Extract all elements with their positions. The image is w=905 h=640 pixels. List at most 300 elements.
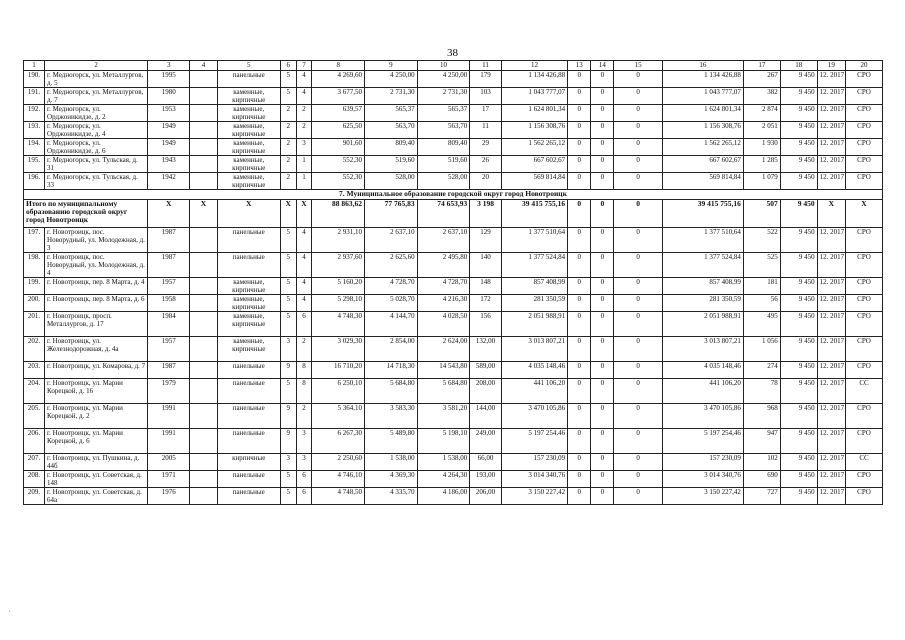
completion-date: 12. 2017 [817,139,845,156]
area-residential: 563,70 [417,122,470,139]
address: г. Новотроицк, ул. Советская, д. 148 [45,471,148,488]
column-header: 17 [743,61,780,71]
repair-method: СРО [846,122,883,139]
residents: 156 [470,312,502,337]
table-row [24,105,883,122]
cost-regional: 0 [591,156,614,173]
total-area: 639,57 [312,105,365,122]
limit-cost: 9 450 [780,173,817,190]
column-header: 16 [662,61,743,71]
cost-regional: 0 [591,362,614,379]
completion-date: 12. 2017 [817,228,845,253]
entrances: 3 [296,454,312,471]
cost-regional: 0 [591,122,614,139]
year-built: 1991 [148,404,190,429]
year-built: 1942 [148,173,190,190]
completion-date: 12. 2017 [817,122,845,139]
completion-date: 12. 2017 [817,105,845,122]
table-row [24,173,883,190]
residents: 208,00 [470,379,502,404]
area-premises: 4 728,70 [365,278,418,295]
repair-method: СРО [846,362,883,379]
repair-method: СС [846,379,883,404]
entrances: 1 [296,156,312,173]
cost-per-sqm: 382 [743,88,780,105]
area-residential: 4 216,30 [417,295,470,312]
column-header: 12 [501,61,567,71]
row-number: 191. [24,88,45,105]
limit-cost: 9 450 [780,253,817,278]
cost-regional: 0 [591,379,614,404]
area-residential: 4 728,70 [417,278,470,295]
col-4 [190,404,217,429]
completion-date: 12. 2017 [817,71,845,88]
year-built: 1987 [148,228,190,253]
residents: 148 [470,278,502,295]
table-row [24,404,883,429]
total-c4: X [190,200,217,228]
total-c12: 39 415 755,16 [501,200,567,228]
column-header: 2 [45,61,148,71]
cost-owners: 157 230,09 [662,454,743,471]
year-built: 1980 [148,88,190,105]
address: г. Медногорск, ул. Металлургов, д. 7 [45,88,148,105]
total-area: 4 748,30 [312,312,365,337]
floors: 5 [280,312,296,337]
col-4 [190,105,217,122]
wall-material: панельные [217,404,280,429]
total-c11: 3 198 [470,200,502,228]
area-premises: 4 369,30 [365,471,418,488]
total-area: 3 029,30 [312,337,365,362]
total-area: 6 267,30 [312,429,365,454]
total-area: 16 710,20 [312,362,365,379]
cost-owners: 2 051 988,91 [662,312,743,337]
cost-regional: 0 [591,488,614,505]
cost-federal: 0 [568,105,591,122]
repair-method: СРО [846,156,883,173]
table-row [24,471,883,488]
cost-federal: 0 [568,454,591,471]
residents: 29 [470,139,502,156]
table-row [24,337,883,362]
total-area: 901,60 [312,139,365,156]
address: г. Медногорск, ул. Тульская, д. 31 [45,156,148,173]
cost-per-sqm: 2 051 [743,122,780,139]
cost-regional: 0 [591,105,614,122]
year-built: 1943 [148,156,190,173]
cost-local: 0 [614,122,662,139]
repair-method: СРО [846,337,883,362]
cost-total: 857 408,99 [501,278,567,295]
area-premises: 5 684,80 [365,379,418,404]
total-c7: X [296,200,312,228]
total-area: 3 677,50 [312,88,365,105]
cost-regional: 0 [591,471,614,488]
year-built: 1953 [148,105,190,122]
area-premises: 809,40 [365,139,418,156]
row-number: 209. [24,488,45,505]
residents: 206,00 [470,488,502,505]
entrances: 4 [296,278,312,295]
cost-per-sqm: 267 [743,71,780,88]
cost-local: 0 [614,488,662,505]
column-header: 14 [591,61,614,71]
cost-total: 667 602,67 [501,156,567,173]
cost-federal: 0 [568,173,591,190]
cost-local: 0 [614,295,662,312]
table-row [24,139,883,156]
total-area: 552,30 [312,173,365,190]
entrances: 1 [296,173,312,190]
limit-cost: 9 450 [780,429,817,454]
address: г. Медногорск, ул. Орджоникидзе, д. 6 [45,139,148,156]
cost-federal: 0 [568,312,591,337]
col-4 [190,429,217,454]
row-number: 207. [24,454,45,471]
residents: 17 [470,105,502,122]
row-number: 198. [24,253,45,278]
cost-federal: 0 [568,253,591,278]
address: г. Новотроицк, просп. Металлургов, д. 17 [45,312,148,337]
cost-per-sqm: 78 [743,379,780,404]
residents: 249,00 [470,429,502,454]
residents: 144,00 [470,404,502,429]
cost-federal: 0 [568,295,591,312]
entrances: 2 [296,122,312,139]
col-4 [190,139,217,156]
cost-federal: 0 [568,228,591,253]
cost-per-sqm: 947 [743,429,780,454]
column-number-row [24,61,883,71]
address: г. Новотроицк, пер. 8 Марта, д. 4 [45,278,148,295]
year-built: 1984 [148,312,190,337]
table-row [24,122,883,139]
completion-date: 12. 2017 [817,471,845,488]
cost-owners: 1 156 308,76 [662,122,743,139]
entrances: 3 [296,429,312,454]
total-c17: 507 [743,200,780,228]
row-number: 208. [24,471,45,488]
cost-federal: 0 [568,471,591,488]
completion-date: 12. 2017 [817,173,845,190]
area-premises: 4 250,00 [365,71,418,88]
col-4 [190,122,217,139]
area-residential: 4 028,50 [417,312,470,337]
wall-material: каменные, кирпичные [217,295,280,312]
cost-owners: 3 013 807,21 [662,337,743,362]
cost-total: 2 051 988,91 [501,312,567,337]
floors: 9 [280,429,296,454]
limit-cost: 9 450 [780,139,817,156]
total-area: 5 160,20 [312,278,365,295]
row-number: 205. [24,404,45,429]
row-number: 199. [24,278,45,295]
cost-regional: 0 [591,71,614,88]
wall-material: панельные [217,253,280,278]
total-c8: 88 863,62 [312,200,365,228]
entrances: 2 [296,337,312,362]
row-number: 202. [24,337,45,362]
column-header: 1 [24,61,45,71]
limit-cost: 9 450 [780,404,817,429]
cost-total: 1 377 524,84 [501,253,567,278]
limit-cost: 9 450 [780,88,817,105]
cost-regional: 0 [591,404,614,429]
total-c15: 0 [614,200,662,228]
table-row [24,312,883,337]
limit-cost: 9 450 [780,228,817,253]
floors: 5 [280,379,296,404]
total-area: 2 937,60 [312,253,365,278]
cost-total: 1 156 308,76 [501,122,567,139]
area-residential: 519,60 [417,156,470,173]
row-number: 190. [24,71,45,88]
floors: 2 [280,122,296,139]
year-built: 1987 [148,362,190,379]
section-title-row [24,190,883,200]
cost-federal: 0 [568,71,591,88]
total-label: Итого по муниципальному образованию городской округ город Новотроицк [24,200,148,228]
cost-federal: 0 [568,278,591,295]
area-residential: 2 731,30 [417,88,470,105]
column-header: 3 [148,61,190,71]
floors: 5 [280,253,296,278]
scan-margin-mark: · [8,606,11,616]
floors: 3 [280,337,296,362]
area-residential: 1 538,00 [417,454,470,471]
cost-total: 3 470 105,86 [501,404,567,429]
floors: 2 [280,173,296,190]
wall-material: каменные, кирпичные [217,156,280,173]
row-number: 201. [24,312,45,337]
area-premises: 528,00 [365,173,418,190]
wall-material: панельные [217,228,280,253]
area-residential: 4 186,00 [417,488,470,505]
year-built: 1971 [148,471,190,488]
housing-register-table [23,60,883,505]
limit-cost: 9 450 [780,471,817,488]
cost-regional: 0 [591,253,614,278]
area-residential: 14 543,80 [417,362,470,379]
table-row [24,488,883,505]
cost-per-sqm: 1 930 [743,139,780,156]
cost-total: 157 230,09 [501,454,567,471]
cost-per-sqm: 727 [743,488,780,505]
address: г. Медногорск, ул. Орджоникидзе, д. 4 [45,122,148,139]
cost-owners: 3 150 227,42 [662,488,743,505]
floors: 2 [280,139,296,156]
cost-local: 0 [614,454,662,471]
row-number: 206. [24,429,45,454]
cost-total: 3 014 340,76 [501,471,567,488]
floors: 5 [280,295,296,312]
column-header: 7 [296,61,312,71]
row-number: 194. [24,139,45,156]
limit-cost: 9 450 [780,156,817,173]
area-premises: 2 625,60 [365,253,418,278]
area-residential: 2 624,00 [417,337,470,362]
floors: 5 [280,71,296,88]
cost-federal: 0 [568,88,591,105]
cost-local: 0 [614,404,662,429]
cost-local: 0 [614,278,662,295]
address: г. Медногорск, ул. Тульская, д. 33 [45,173,148,190]
total-c13: 0 [568,200,591,228]
wall-material: панельные [217,488,280,505]
residents: 129 [470,228,502,253]
table-row [24,429,883,454]
cost-per-sqm: 274 [743,362,780,379]
area-premises: 3 583,30 [365,404,418,429]
completion-date: 12. 2017 [817,156,845,173]
cost-total: 1 043 777,07 [501,88,567,105]
col-4 [190,156,217,173]
cost-federal: 0 [568,404,591,429]
repair-method: СРО [846,404,883,429]
wall-material: панельные [217,471,280,488]
completion-date: 12. 2017 [817,362,845,379]
residents: 172 [470,295,502,312]
cost-local: 0 [614,173,662,190]
residents: 179 [470,71,502,88]
cost-per-sqm: 690 [743,471,780,488]
year-built: 1949 [148,122,190,139]
year-built: 1957 [148,278,190,295]
col-4 [190,88,217,105]
address: г. Новотроицк, ул. Комарова, д. 7 [45,362,148,379]
total-c3: X [148,200,190,228]
residents: 103 [470,88,502,105]
limit-cost: 9 450 [780,295,817,312]
floors: 2 [280,105,296,122]
cost-local: 0 [614,105,662,122]
total-area: 5 298,10 [312,295,365,312]
year-built: 1991 [148,429,190,454]
address: г. Новотроицк, пос. Новорудный, ул. Молодежная, д. 3 [45,228,148,253]
section-title: 7. Муниципальное образование городской округ город Новотроицк [24,190,883,200]
entrances: 4 [296,88,312,105]
address: г. Новотроицк, ул. Пушкина, д. 44б [45,454,148,471]
cost-owners: 1 562 265,12 [662,139,743,156]
residents: 132,00 [470,337,502,362]
cost-owners: 857 408,99 [662,278,743,295]
cost-owners: 1 624 801,34 [662,105,743,122]
col-4 [190,379,217,404]
cost-local: 0 [614,337,662,362]
cost-federal: 0 [568,122,591,139]
floors: 5 [280,228,296,253]
total-area: 5 364,10 [312,404,365,429]
col-4 [190,173,217,190]
row-number: 200. [24,295,45,312]
cost-regional: 0 [591,228,614,253]
table-row [24,278,883,295]
column-header: 20 [846,61,883,71]
wall-material: каменные, кирпичные [217,139,280,156]
repair-method: СРО [846,429,883,454]
address: г. Новотроицк, пос. Новорудный, ул. Молодежная, д. 4 [45,253,148,278]
column-header: 8 [312,61,365,71]
cost-owners: 4 035 148,46 [662,362,743,379]
wall-material: каменные, кирпичные [217,278,280,295]
residents: 589,00 [470,362,502,379]
cost-regional: 0 [591,173,614,190]
area-premises: 563,70 [365,122,418,139]
entrances: 8 [296,362,312,379]
total-area: 552,30 [312,156,365,173]
cost-regional: 0 [591,454,614,471]
limit-cost: 9 450 [780,105,817,122]
cost-federal: 0 [568,429,591,454]
column-header: 9 [365,61,418,71]
limit-cost: 9 450 [780,454,817,471]
area-residential: 2 495,80 [417,253,470,278]
cost-regional: 0 [591,139,614,156]
col-4 [190,337,217,362]
repair-method: СРО [846,312,883,337]
row-number: 192. [24,105,45,122]
cost-owners: 569 814,84 [662,173,743,190]
cost-per-sqm: 56 [743,295,780,312]
area-premises: 565,37 [365,105,418,122]
completion-date: 12. 2017 [817,379,845,404]
entrances: 6 [296,312,312,337]
repair-method: СРО [846,471,883,488]
col-4 [190,295,217,312]
table-row [24,454,883,471]
cost-per-sqm: 1 079 [743,173,780,190]
year-built: 1958 [148,295,190,312]
repair-method: СРО [846,253,883,278]
residents: 66,00 [470,454,502,471]
area-premises: 5 028,70 [365,295,418,312]
wall-material: каменные, кирпичные [217,122,280,139]
cost-per-sqm: 1 056 [743,337,780,362]
cost-local: 0 [614,379,662,404]
total-c20: X [846,200,883,228]
row-number: 193. [24,122,45,139]
wall-material: панельные [217,362,280,379]
floors: 5 [280,88,296,105]
wall-material: каменные, кирпичные [217,88,280,105]
cost-per-sqm: 1 285 [743,156,780,173]
area-premises: 519,60 [365,156,418,173]
total-c10: 74 653,93 [417,200,470,228]
table-row [24,88,883,105]
floors: 9 [280,404,296,429]
total-c16: 39 415 755,16 [662,200,743,228]
cost-per-sqm: 2 874 [743,105,780,122]
area-premises: 2 731,30 [365,88,418,105]
column-header: 11 [470,61,502,71]
cost-total: 1 134 426,88 [501,71,567,88]
column-header: 10 [417,61,470,71]
cost-regional: 0 [591,312,614,337]
address: г. Новотроицк, пер. 8 Марта, д. 6 [45,295,148,312]
area-residential: 809,40 [417,139,470,156]
cost-owners: 667 602,67 [662,156,743,173]
cost-total: 1 562 265,12 [501,139,567,156]
wall-material: панельные [217,379,280,404]
column-header: 6 [280,61,296,71]
cost-federal: 0 [568,488,591,505]
cost-total: 441 106,20 [501,379,567,404]
floors: 5 [280,471,296,488]
row-number: 196. [24,173,45,190]
table-row [24,71,883,88]
total-area: 625,50 [312,122,365,139]
